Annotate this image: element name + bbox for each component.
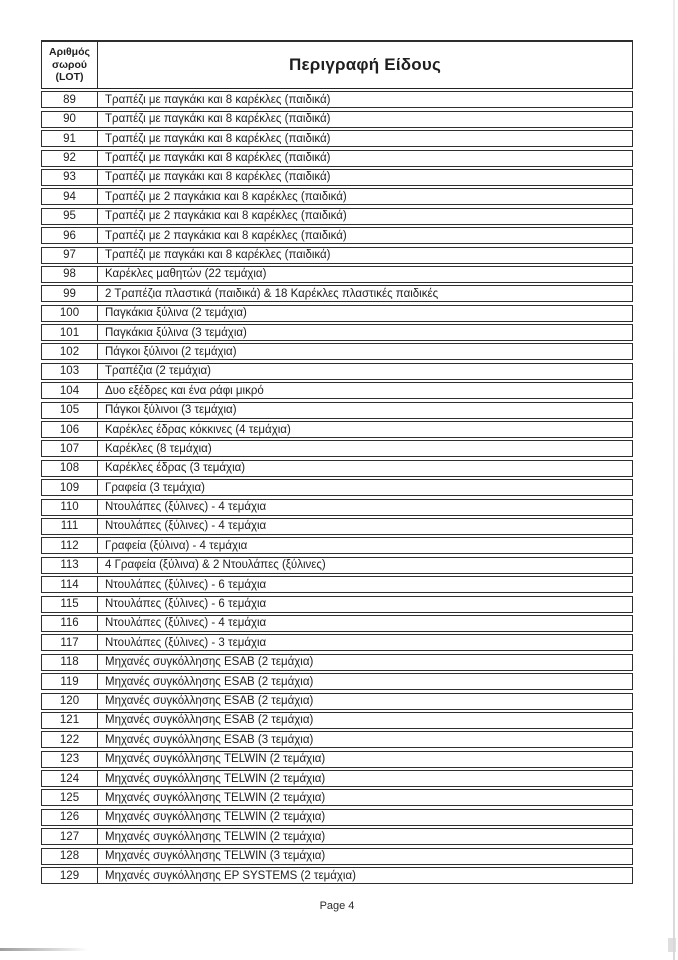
description-cell: Τραπέζι με 2 παγκάκια και 8 καρέκλες (παιδικά) xyxy=(105,190,347,203)
scan-smudge-artifact xyxy=(668,938,676,952)
table-row xyxy=(41,693,633,710)
description-cell: Μηχανές συγκόλλησης ESAB (2 τεμάχια) xyxy=(105,714,314,727)
lot-cell: 125 xyxy=(42,790,98,805)
lot-cell: 110 xyxy=(42,500,98,515)
lot-cell: 118 xyxy=(42,655,98,670)
description-cell: Μηχανές συγκόλλησης EP SYSTEMS (2 τεμάχια) xyxy=(105,869,356,882)
lot-cell: 127 xyxy=(42,829,98,844)
description-cell: Τραπέζι με παγκάκι και 8 καρέκλες (παιδικά) xyxy=(105,249,331,262)
table-row xyxy=(41,867,633,884)
description-cell: Δυο εξέδρες και ένα ράφι μικρό xyxy=(105,384,264,397)
lot-cell: 116 xyxy=(42,616,98,631)
description-cell: Τραπέζι με 2 παγκάκια και 8 καρέκλες (παιδικά) xyxy=(105,229,347,242)
table-row xyxy=(41,91,633,108)
description-cell: Ντουλάπες (ξύλινες) - 4 τεμάχια xyxy=(105,617,267,630)
lot-cell: 89 xyxy=(42,92,98,107)
scan-edge-artifact xyxy=(673,0,675,960)
description-cell: Τραπέζι με παγκάκι και 8 καρέκλες (παιδικά) xyxy=(105,93,331,106)
lot-cell: 96 xyxy=(42,228,98,243)
table-row xyxy=(41,382,633,399)
table-row xyxy=(41,150,633,167)
description-cell: Μηχανές συγκόλλησης ESAB (2 τεμάχια) xyxy=(105,656,314,669)
lot-cell: 108 xyxy=(42,461,98,476)
lot-cell: 106 xyxy=(42,422,98,437)
lot-cell: 100 xyxy=(42,306,98,321)
description-cell: Τραπέζι με παγκάκι και 8 καρέκλες (παιδικά) xyxy=(105,152,331,165)
table-row xyxy=(41,305,633,322)
description-cell: Πάγκοι ξύλινοι (3 τεμάχια) xyxy=(105,404,237,417)
lot-table xyxy=(41,40,633,886)
table-row xyxy=(41,518,633,535)
lot-cell: 92 xyxy=(42,151,98,166)
table-row xyxy=(41,499,633,516)
description-cell: Ντουλάπες (ξύλινες) - 4 τεμάχια xyxy=(105,501,267,514)
table-row xyxy=(41,615,633,632)
table-row xyxy=(41,751,633,768)
description-cell: Καρέκλες έδρας (3 τεμάχια) xyxy=(105,462,246,475)
table-row xyxy=(41,169,633,186)
lot-cell: 103 xyxy=(42,364,98,379)
description-cell: Καρέκλες (8 τεμάχια) xyxy=(105,442,212,455)
description-cell: Μηχανές συγκόλλησης TELWIN (2 τεμάχια) xyxy=(105,791,326,804)
description-cell: Μηχανές συγκόλλησης ESAB (3 τεμάχια) xyxy=(105,733,314,746)
lot-cell: 128 xyxy=(42,849,98,864)
table-row xyxy=(41,402,633,419)
lot-cell: 123 xyxy=(42,752,98,767)
lot-cell: 111 xyxy=(42,519,98,534)
table-row xyxy=(41,712,633,729)
table-row xyxy=(41,460,633,477)
table-row xyxy=(41,654,633,671)
description-cell: Μηχανές συγκόλλησης TELWIN (3 τεμάχια) xyxy=(105,850,326,863)
lot-header-line: σωρού xyxy=(51,58,88,71)
table-row xyxy=(41,809,633,826)
table-row xyxy=(41,770,633,787)
description-cell: Καρέκλες μαθητών (22 τεμάχια) xyxy=(105,268,267,281)
table-row xyxy=(41,324,633,341)
table-row xyxy=(41,731,633,748)
table-row xyxy=(41,188,633,205)
lot-header-line: Αριθμός xyxy=(49,45,90,58)
lot-column-header xyxy=(42,42,98,88)
table-row xyxy=(41,247,633,264)
description-cell: Ντουλάπες (ξύλινες) - 6 τεμάχια xyxy=(105,598,267,611)
lot-cell: 104 xyxy=(42,383,98,398)
table-row xyxy=(41,208,633,225)
description-cell: Τραπέζι με παγκάκι και 8 καρέκλες (παιδικά) xyxy=(105,113,331,126)
lot-cell: 115 xyxy=(42,597,98,612)
description-cell: Μηχανές συγκόλλησης TELWIN (2 τεμάχια) xyxy=(105,772,326,785)
lot-cell: 113 xyxy=(42,558,98,573)
lot-header-line: (LOT) xyxy=(55,71,84,84)
lot-cell: 107 xyxy=(42,441,98,456)
lot-cell: 105 xyxy=(42,403,98,418)
table-body xyxy=(41,91,633,884)
table-row xyxy=(41,673,633,690)
description-cell: Μηχανές συγκόλλησης ESAB (2 τεμάχια) xyxy=(105,675,314,688)
lot-cell: 129 xyxy=(42,868,98,883)
scan-smudge-artifact xyxy=(0,948,88,951)
description-cell: Πάγκοι ξύλινοι (2 τεμάχια) xyxy=(105,345,237,358)
table-row xyxy=(41,576,633,593)
lot-cell: 119 xyxy=(42,674,98,689)
table-row xyxy=(41,285,633,302)
description-cell: Τραπέζι με παγκάκι και 8 καρέκλες (παιδικά) xyxy=(105,171,331,184)
description-cell: Ντουλάπες (ξύλινες) - 3 τεμάχια xyxy=(105,636,267,649)
table-row xyxy=(41,789,633,806)
table-row xyxy=(41,111,633,128)
description-cell: Μηχανές συγκόλλησης ESAB (2 τεμάχια) xyxy=(105,695,314,707)
table-row xyxy=(41,634,633,651)
table-row xyxy=(41,421,633,438)
table-row xyxy=(41,828,633,845)
description-cell: Μηχανές συγκόλλησης TELWIN (2 τεμάχια) xyxy=(105,753,326,766)
lot-cell: 90 xyxy=(42,112,98,127)
description-column-header xyxy=(98,42,632,88)
description-cell: Μηχανές συγκόλλησης TELWIN (2 τεμάχια) xyxy=(105,811,326,824)
lot-cell: 94 xyxy=(42,189,98,204)
description-header-label: Περιγραφή Είδους xyxy=(289,55,441,74)
description-cell: Παγκάκια ξύλινα (3 τεμάχια) xyxy=(105,326,247,339)
lot-cell: 91 xyxy=(42,131,98,146)
lot-cell: 99 xyxy=(42,286,98,301)
table-header-row xyxy=(41,40,633,89)
table-row xyxy=(41,227,633,244)
lot-cell: 97 xyxy=(42,248,98,263)
page-number: Page 4 xyxy=(319,900,355,912)
description-cell: Τραπέζι με 2 παγκάκια και 8 καρέκλες (παιδικά) xyxy=(105,210,347,223)
description-cell: Γραφεία (ξύλινα) - 4 τεμάχια xyxy=(105,539,248,552)
lot-cell: 102 xyxy=(42,344,98,359)
description-cell: Ντουλάπες (ξύλινες) - 6 τεμάχια xyxy=(105,578,267,591)
table-row xyxy=(41,596,633,613)
lot-cell: 101 xyxy=(42,325,98,340)
table-row xyxy=(41,343,633,360)
lot-cell: 120 xyxy=(42,694,98,709)
lot-cell: 114 xyxy=(42,577,98,592)
description-cell: 4 Γραφεία (ξύλινα) & 2 Ντουλάπες (ξύλινες) xyxy=(105,559,326,572)
table-row xyxy=(41,363,633,380)
lot-cell: 95 xyxy=(42,209,98,224)
description-cell: Καρέκλες έδρας κόκκινες (4 τεμάχια) xyxy=(105,423,291,436)
description-cell: 2 Τραπέζια πλαστικά (παιδικά) & 18 Καρέκλες πλαστικές παιδικές xyxy=(105,287,439,300)
table-row xyxy=(41,557,633,574)
description-cell: Παγκάκια ξύλινα (2 τεμάχια) xyxy=(105,307,247,320)
lot-cell: 121 xyxy=(42,713,98,728)
lot-cell: 122 xyxy=(42,732,98,747)
description-cell: Τραπέζια (2 τεμάχια) xyxy=(105,365,211,378)
lot-cell: 117 xyxy=(42,635,98,650)
table-row xyxy=(41,479,633,496)
table-row xyxy=(41,130,633,147)
table-row xyxy=(41,537,633,554)
description-cell: Τραπέζι με παγκάκι και 8 καρέκλες (παιδικά) xyxy=(105,132,331,145)
lot-cell: 124 xyxy=(42,771,98,786)
description-cell: Μηχανές συγκόλλησης TELWIN (2 τεμάχια) xyxy=(105,830,326,843)
lot-cell: 93 xyxy=(42,170,98,185)
table-row xyxy=(41,848,633,865)
description-cell: Γραφεία (3 τεμάχια) xyxy=(105,481,205,494)
table-row xyxy=(41,266,633,283)
lot-cell: 112 xyxy=(42,538,98,553)
table-row xyxy=(41,440,633,457)
lot-cell: 98 xyxy=(42,267,98,282)
description-cell: Ντουλάπες (ξύλινες) - 4 τεμάχια xyxy=(105,520,267,533)
lot-cell: 109 xyxy=(42,480,98,495)
lot-cell: 126 xyxy=(42,810,98,825)
